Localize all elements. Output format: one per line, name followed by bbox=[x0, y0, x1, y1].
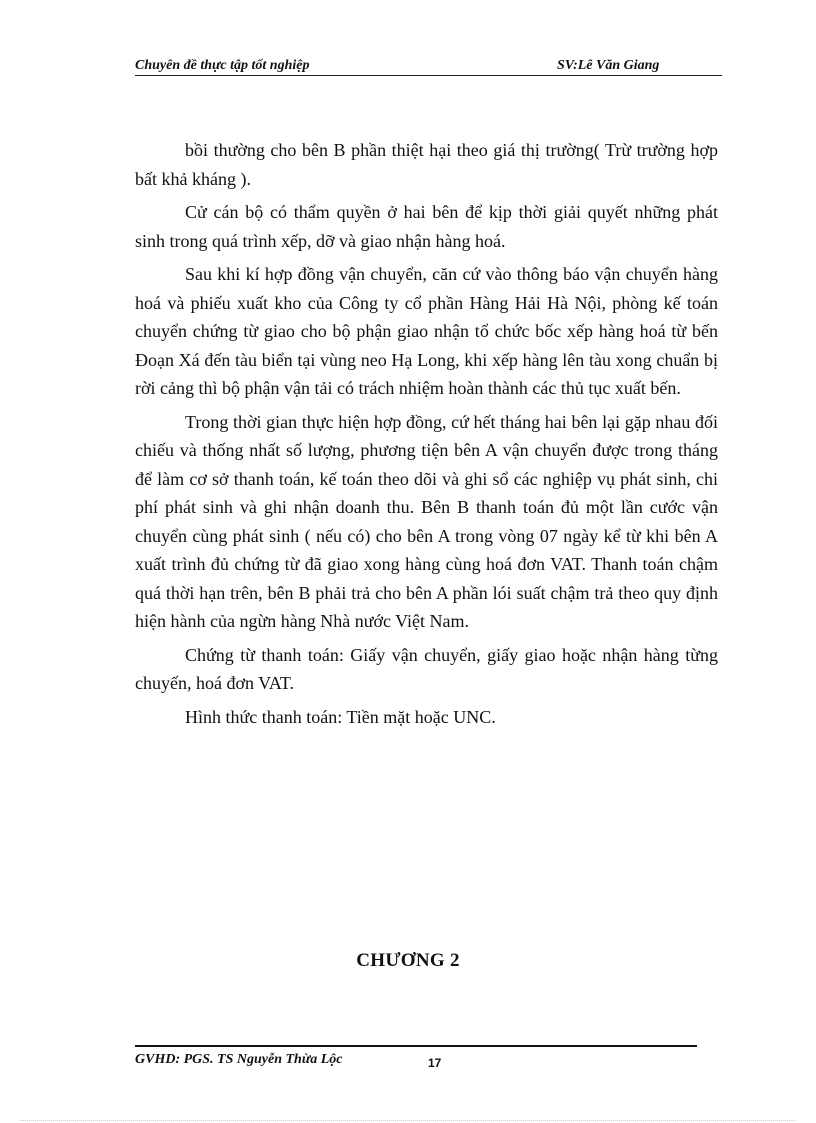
paragraph-staff-assignment: Cử cán bộ có thẩm quyền ở hai bên để kịp thời giải quyết những phát sinh trong quá trình xếp, dỡ và giao nhận hàng hoá. bbox=[135, 202, 718, 251]
footer-supervisor: GVHD: PGS. TS Nguyễn Thừa Lộc bbox=[135, 1052, 343, 1067]
header-student-name: SV:Lê Văn Giang bbox=[557, 58, 660, 73]
paragraph-payment-documents: Chứng từ thanh toán: Giấy vận chuyển, giấy giao hoặc nhận hàng từng chuyến, hoá đơn VAT. bbox=[135, 644, 718, 693]
page-header bbox=[135, 56, 722, 76]
paragraph-compensation: bồi thường cho bên B phần thiệt hại theo giá thị trường( Trừ trường hợp bất khả kháng ). bbox=[135, 140, 718, 189]
paragraph-contract-settlement: Trong thời gian thực hiện hợp đồng, cứ hết tháng hai bên lại gặp nhau đối chiếu và thống nhất số lượng, phương tiện bên A vận chuyển được trong tháng để làm cơ sở thanh toán, kế toán theo dõi và ghi sổ các nghiệp vụ phát sinh, chi phí phát sinh và ghi nhận doanh thu. Bên B thanh toán đủ một lần cước vận chuyển cùng phát sinh ( nếu có) cho bên A trong vòng 07 ngày kể từ khi bên A xuất trình đủ chứng từ đã giao xong hàng cùng hoá đơn VAT. Thanh toán chậm quá thời hạn trên, bên B phải trả cho bên A phần lói suất chậm trả theo quy định hiện hành của ngừn hàng Nhà nước Việt Nam. bbox=[135, 411, 718, 631]
paragraph-transport-process: Sau khi kí hợp đồng vận chuyển, căn cứ vào thông báo vận chuyển hàng hoá và phiếu xuất kho của Công ty cổ phần Hàng Hải Hà Nội, phòng kế toán chuyển chứng từ giao cho bộ phận giao nhận tổ chức bốc xếp hàng hoá từ bến Đoạn Xá đến tàu biển tại vùng neo Hạ Long, khi xếp hàng lên tàu xong chuẩn bị rời cảng thì bộ phận vận tải có trách nhiệm hoàn thành các thủ tục xuất bến. bbox=[135, 264, 718, 398]
header-document-title: Chuyên đề thực tập tốt nghiệp bbox=[135, 58, 310, 73]
paragraph-payment-method: Hình thức thanh toán: Tiền mặt hoặc UNC. bbox=[185, 706, 496, 727]
page-number: 17 bbox=[428, 1056, 442, 1070]
chapter-heading: CHƯƠNG 2 bbox=[356, 950, 460, 971]
body-text bbox=[135, 136, 718, 736]
footer-divider bbox=[135, 1045, 697, 1047]
page-edge bbox=[20, 1120, 796, 1121]
